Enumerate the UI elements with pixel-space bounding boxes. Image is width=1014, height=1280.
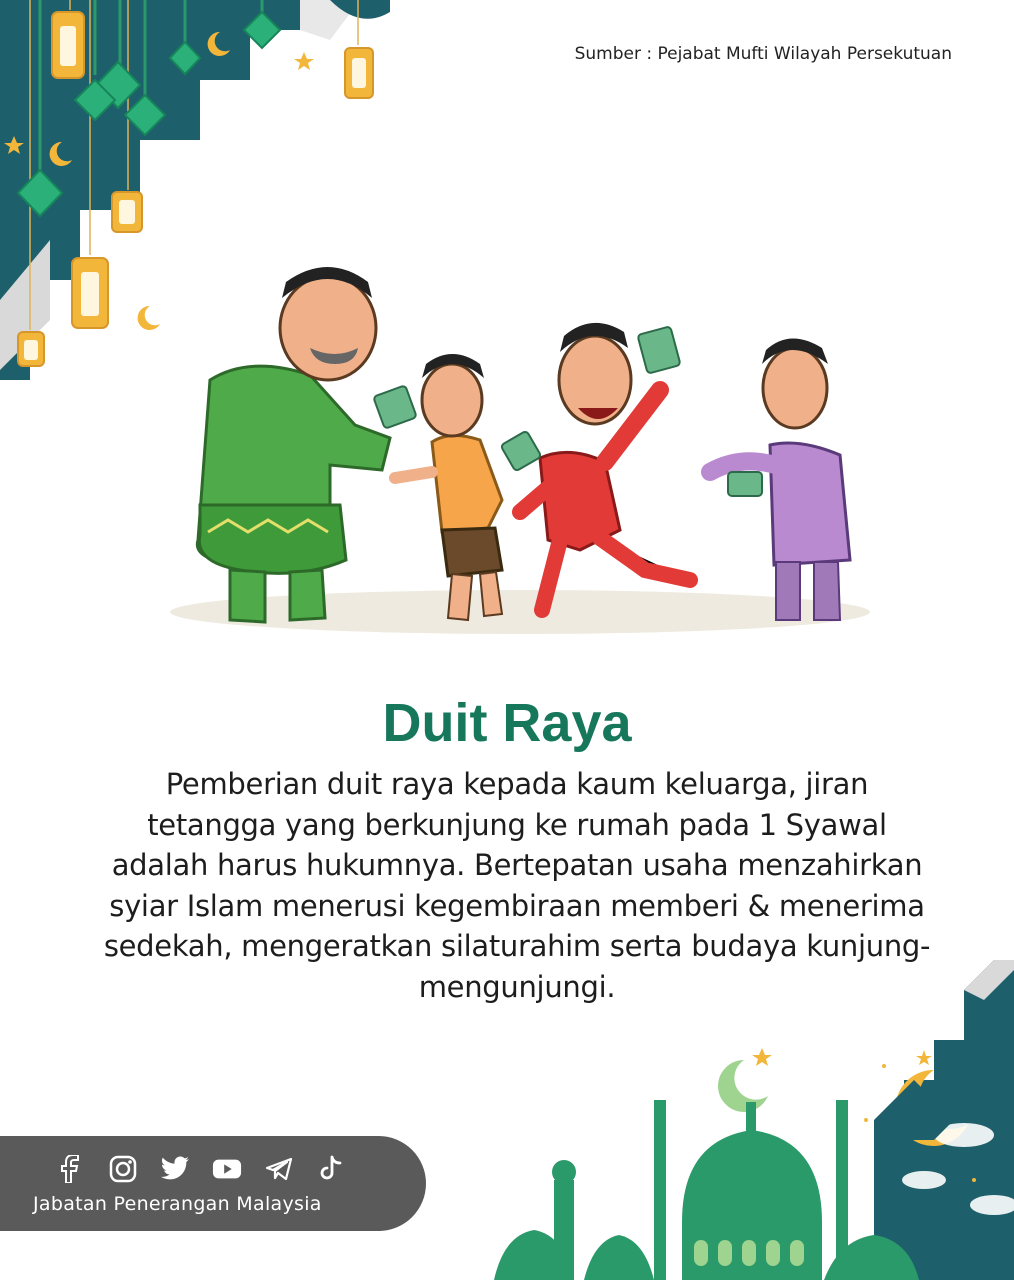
social-icons: [56, 1154, 346, 1184]
agency-name: Jabatan Penerangan Malaysia: [33, 1193, 322, 1215]
source-credit: Sumber : Pejabat Mufti Wilayah Persekutuan: [574, 44, 952, 64]
social-footer-bar: [0, 1136, 426, 1231]
telegram-icon[interactable]: [264, 1154, 294, 1184]
instagram-icon[interactable]: [108, 1154, 138, 1184]
facebook-icon[interactable]: [56, 1154, 86, 1184]
boy-in-purple: [710, 338, 850, 620]
youtube-icon[interactable]: [212, 1154, 242, 1184]
body-text: Pemberian duit raya kepada kaum keluarga, jiran tetangga yang berkunjung ke rumah pada 1 Syawal adalah harus hukumnya. Bertepatan usaha menzahirkan syiar Islam menerusi kegembiraan memberi & menerima sedekah, mengeratkan silaturahim serta budaya kunjung-mengunjungi.: [103, 767, 931, 1004]
boy-in-red: [501, 323, 690, 610]
twitter-icon[interactable]: [160, 1154, 190, 1184]
man-in-green: [197, 267, 416, 622]
tiktok-icon[interactable]: [316, 1154, 346, 1184]
mosque-decoration-bottom-right: [494, 880, 1014, 1280]
duit-raya-illustration: [150, 240, 890, 650]
page-title: Duit Raya: [382, 693, 632, 753]
boy-in-orange: [395, 354, 502, 620]
